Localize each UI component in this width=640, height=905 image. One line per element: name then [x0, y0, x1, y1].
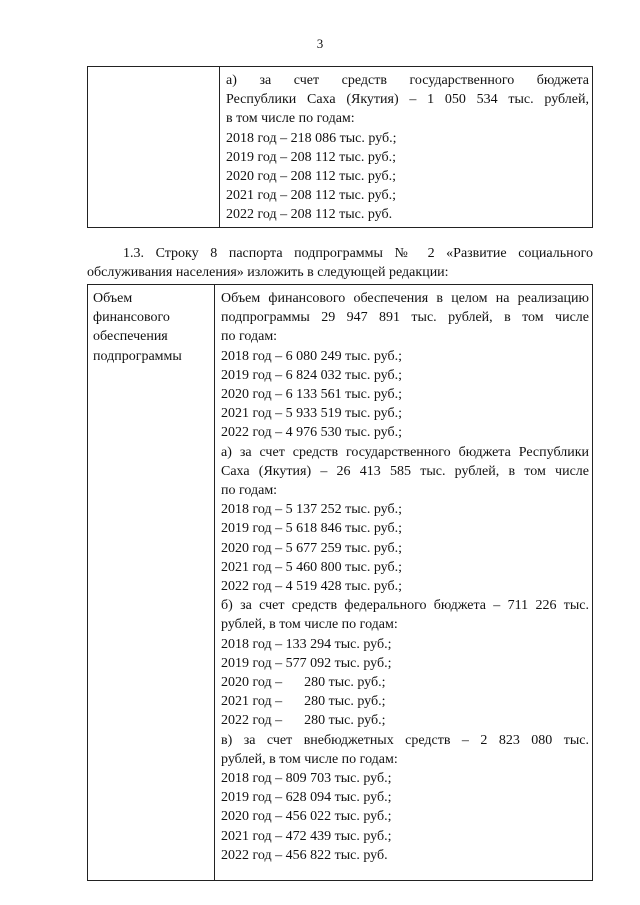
- t2-line-19: 2018 год – 133 294 тыс. руб.;: [221, 636, 392, 652]
- t2-line-14: 2020 год – 5 677 259 тыс. руб.;: [221, 540, 402, 556]
- t1-line-2: Республики Саха (Якутия) – 1 050 534 тыс. рублей,: [226, 92, 589, 108]
- t2-line-28: 2020 год – 456 022 тыс. руб.;: [221, 809, 392, 825]
- t1-line-1: а) за счет средств государственного бюджета: [226, 73, 589, 88]
- paragraph-line-1: 1.3. Строку 8 паспорта подпрограммы № 2 «Развитие социального: [123, 246, 593, 261]
- t2-line-20: 2019 год – 577 092 тыс. руб.;: [221, 655, 392, 671]
- t2-line-3: по годам:: [221, 329, 278, 345]
- t1-line-4: 2018 год – 218 086 тыс. руб.;: [226, 130, 397, 146]
- label-line-2: финансового: [93, 310, 170, 326]
- t2-line-13: 2019 год – 5 618 846 тыс. руб.;: [221, 521, 402, 537]
- t2-line-29: 2021 год – 472 439 тыс. руб.;: [221, 828, 392, 844]
- t2-line-25: рублей, в том числе по годам:: [221, 751, 398, 767]
- t1-line-8: 2022 год – 208 112 тыс. руб.: [226, 207, 393, 223]
- t2-line-8: 2022 год – 4 976 530 тыс. руб.;: [221, 425, 402, 441]
- table1-right-cell: [220, 67, 593, 228]
- t2-line-12: 2018 год – 5 137 252 тыс. руб.;: [221, 502, 402, 518]
- subprogram-financing-table: [87, 284, 593, 881]
- amendment-paragraph: [87, 244, 593, 282]
- t2-line-11: по годам:: [221, 483, 278, 499]
- label-line-3: обеспечения: [93, 329, 168, 345]
- label-line-4: подпрограммы: [93, 348, 182, 364]
- t2-line-21: 2020 год – 280 тыс. руб.;: [221, 675, 386, 691]
- label-line-1: Объем: [93, 291, 133, 306]
- t2-line-1: Объем финансового обеспечения в целом на реализацию: [221, 291, 589, 306]
- financing-table-continuation: [87, 66, 593, 228]
- t2-line-2: подпрограммы 29 947 891 тыс. рублей, в том числе: [221, 310, 589, 326]
- t1-line-6: 2020 год – 208 112 тыс. руб.;: [226, 169, 396, 185]
- t1-line-7: 2021 год – 208 112 тыс. руб.;: [226, 188, 396, 204]
- t1-line-5: 2019 год – 208 112 тыс. руб.;: [226, 149, 396, 165]
- t2-line-22: 2021 год – 280 тыс. руб.;: [221, 694, 386, 710]
- financing-value-cell: [215, 285, 593, 881]
- t1-line-3: в том числе по годам:: [226, 111, 355, 127]
- t2-line-16: 2022 год – 4 519 428 тыс. руб.;: [221, 579, 402, 595]
- table1-left-cell: [88, 67, 220, 228]
- page-number: 3: [316, 36, 324, 51]
- t2-line-10: Саха (Якутия) – 26 413 585 тыс. рублей, в том числе: [221, 463, 589, 479]
- t2-line-9: а) за счет средств государственного бюджета Республики: [221, 444, 589, 460]
- t2-line-30: 2022 год – 456 822 тыс. руб.: [221, 847, 388, 863]
- t2-line-4: 2018 год – 6 080 249 тыс. руб.;: [221, 348, 402, 364]
- financing-label-cell: [88, 285, 215, 881]
- t2-line-5: 2019 год – 6 824 032 тыс. руб.;: [221, 367, 402, 383]
- t2-line-15: 2021 год – 5 460 800 тыс. руб.;: [221, 559, 402, 575]
- paragraph-line-2: обслуживания населения» изложить в следующей редакции:: [87, 265, 449, 280]
- t2-line-27: 2019 год – 628 094 тыс. руб.;: [221, 790, 392, 806]
- t2-line-18: рублей, в том числе по годам:: [221, 617, 398, 633]
- t2-line-7: 2021 год – 5 933 519 тыс. руб.;: [221, 406, 402, 422]
- t2-line-17: б) за счет средств федерального бюджета – 711 226 тыс.: [221, 598, 589, 614]
- t2-line-6: 2020 год – 6 133 561 тыс. руб.;: [221, 387, 402, 403]
- t2-line-23: 2022 год – 280 тыс. руб.;: [221, 713, 386, 729]
- t2-line-24: в) за счет внебюджетных средств – 2 823 080 тыс.: [221, 732, 589, 748]
- t2-line-26: 2018 год – 809 703 тыс. руб.;: [221, 771, 392, 787]
